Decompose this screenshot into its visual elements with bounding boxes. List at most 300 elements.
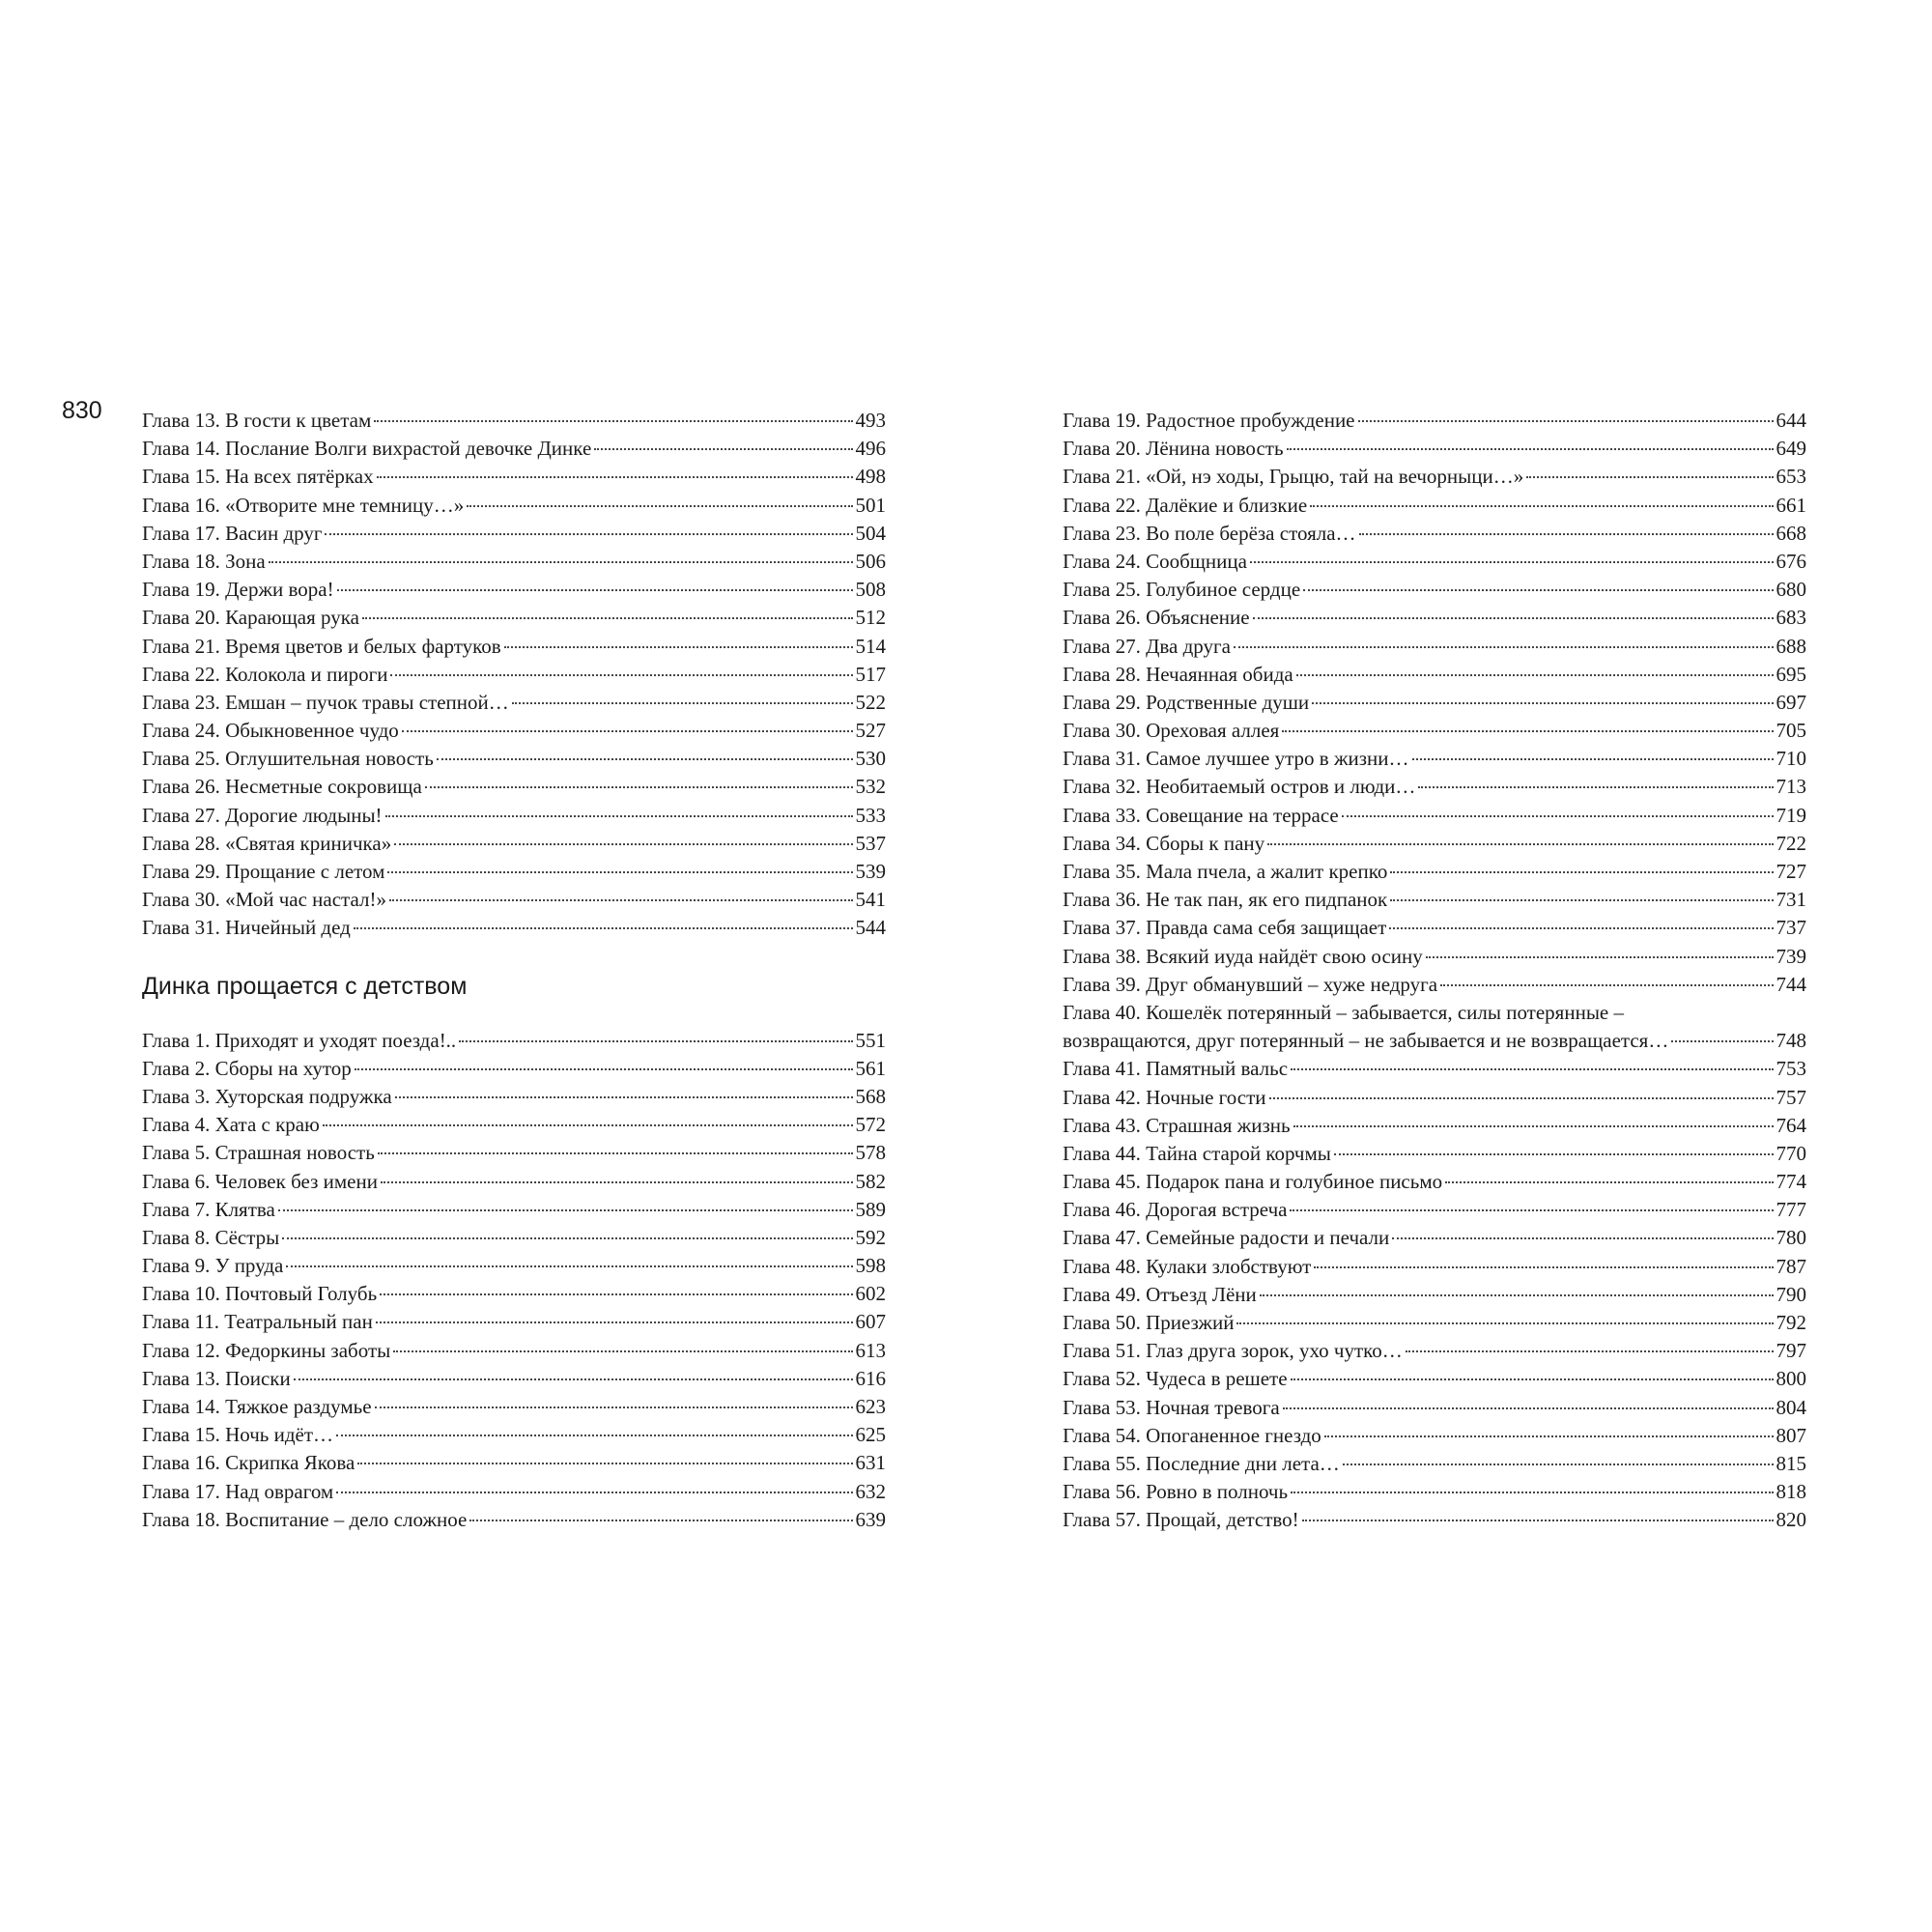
- toc-entry-title: Глава 56. Ровно в полночь: [1063, 1480, 1289, 1504]
- toc-entry-title: Глава 2. Сборы на хутор: [142, 1056, 352, 1080]
- toc-list: [142, 407, 886, 943]
- toc-entry[interactable]: [142, 548, 886, 576]
- toc-entry-page: 790: [1776, 1282, 1806, 1306]
- toc-entry-title: Глава 14. Послание Волги вихрастой девочке Динке: [142, 437, 592, 461]
- toc-entry-page: 537: [855, 831, 886, 855]
- toc-entry[interactable]: [142, 435, 886, 463]
- toc-entry-title: Глава 13. В гости к цветам: [142, 409, 372, 432]
- toc-entry-title: Глава 23. Во поле берёза стояла…: [1063, 521, 1356, 545]
- toc-entry[interactable]: [1063, 407, 1806, 435]
- toc-entry-title: Глава 18. Зона: [142, 549, 266, 573]
- toc-entry-title: Глава 36. Не так пан, як его пидпанок: [1063, 888, 1388, 912]
- toc-entry[interactable]: [142, 689, 886, 717]
- toc-entry[interactable]: [1063, 1224, 1806, 1252]
- toc-entry-page: 541: [855, 888, 886, 912]
- dot-leader: [380, 1293, 852, 1295]
- toc-entry-title: Глава 1. Приходят и уходят поезда!..: [142, 1028, 457, 1052]
- page-number: 830: [62, 397, 102, 424]
- dot-leader: [1314, 1265, 1773, 1268]
- dot-leader: [323, 1123, 853, 1126]
- toc-entry-page: 800: [1776, 1367, 1806, 1391]
- toc-entry-page: 632: [855, 1479, 886, 1503]
- toc-entry-page: 695: [1776, 662, 1806, 686]
- toc-entry[interactable]: [1063, 943, 1806, 971]
- dot-leader: [1342, 814, 1774, 817]
- toc-entry-title: Глава 15. Ночь идёт…: [142, 1423, 334, 1447]
- toc-entry-page: 770: [1776, 1141, 1806, 1165]
- dot-leader: [278, 1208, 853, 1211]
- toc-entry-title: Глава 15. На всех пятёрках: [142, 465, 374, 489]
- dot-leader: [1412, 757, 1774, 760]
- toc-entry-page: 512: [855, 606, 886, 630]
- toc-entry-page: 820: [1776, 1508, 1806, 1532]
- toc-entry-page: 722: [1776, 831, 1806, 855]
- toc-entry-title: Глава 35. Мала пчела, а жалит крепко: [1063, 860, 1388, 883]
- dot-leader: [1260, 1293, 1774, 1296]
- dot-leader: [1290, 1208, 1773, 1211]
- dot-leader: [1324, 1435, 1774, 1437]
- toc-entry-page: 572: [855, 1113, 886, 1137]
- toc-entry-title: Глава 34. Сборы к пану: [1063, 831, 1265, 855]
- toc-entry-page: 616: [855, 1366, 886, 1390]
- dot-leader: [336, 1434, 852, 1436]
- toc-entry-title: Глава 21. Время цветов и белых фартуков: [142, 634, 501, 658]
- dot-leader: [376, 1321, 853, 1323]
- toc-entry-title: Глава 29. Прощание с летом: [142, 860, 385, 883]
- dot-leader: [1253, 616, 1774, 619]
- toc-entry[interactable]: [1063, 1394, 1806, 1422]
- dot-leader: [1303, 588, 1773, 591]
- toc-entry[interactable]: [1063, 1253, 1806, 1281]
- toc-entry[interactable]: [1063, 773, 1806, 801]
- toc-entry-title: Глава 21. «Ой, нэ ходы, Грыцю, тай на вечорныци…»: [1063, 465, 1524, 489]
- toc-entry[interactable]: [1063, 633, 1806, 661]
- dot-leader: [354, 926, 853, 929]
- dot-leader: [393, 1350, 852, 1352]
- toc-entry-title-continued: [1063, 1027, 1806, 1055]
- toc-entry-title: Глава 10. Почтовый Голубь: [142, 1282, 378, 1306]
- toc-entry-page: 739: [1776, 944, 1806, 968]
- toc-entry-page: 653: [1776, 465, 1806, 489]
- dot-leader: [385, 814, 853, 817]
- dot-leader: [1293, 1124, 1774, 1127]
- toc-entry-title: Глава 12. Федоркины заботы: [142, 1338, 391, 1362]
- toc-entry-title: Глава 28. «Святая криничка»: [142, 831, 392, 855]
- dot-leader: [1358, 419, 1774, 422]
- toc-entry-title: Глава 31. Самое лучшее утро в жизни…: [1063, 747, 1409, 771]
- toc-entry-title: Глава 54. Опоганенное гнездо: [1063, 1423, 1321, 1447]
- toc-entry-page: 539: [855, 860, 886, 883]
- toc-entry[interactable]: [142, 604, 886, 632]
- dot-leader: [1334, 1152, 1774, 1155]
- toc-entry[interactable]: [1063, 661, 1806, 689]
- dot-leader: [1234, 645, 1774, 648]
- toc-entry[interactable]: [1063, 1506, 1806, 1534]
- dot-leader: [1312, 701, 1773, 704]
- toc-entry-page: 582: [855, 1169, 886, 1193]
- toc-entry[interactable]: [1063, 576, 1806, 604]
- toc-entry[interactable]: [1063, 830, 1806, 858]
- toc-entry-page: 530: [855, 747, 886, 771]
- toc-entry[interactable]: [1063, 492, 1806, 520]
- toc-entry-page: 753: [1776, 1057, 1806, 1081]
- toc-entry-title: Глава 22. Далёкие и близкие: [1063, 493, 1308, 517]
- toc-entry-page: 625: [855, 1423, 886, 1447]
- toc-entry-title: Глава 27. Два друга: [1063, 634, 1231, 658]
- toc-entry[interactable]: [142, 1365, 886, 1393]
- toc-entry[interactable]: [142, 492, 886, 520]
- toc-entry-title: Глава 50. Приезжий: [1063, 1311, 1235, 1335]
- dot-leader: [1302, 1519, 1774, 1521]
- dot-leader: [402, 729, 853, 732]
- dot-leader: [1287, 447, 1774, 450]
- dot-leader: [381, 1180, 853, 1183]
- dot-leader: [269, 560, 853, 563]
- toc-entry-title: Глава 43. Страшная жизнь: [1063, 1113, 1291, 1137]
- toc-entry-title: Глава 49. Отъезд Лёни: [1063, 1282, 1257, 1306]
- dot-leader: [594, 447, 852, 450]
- toc-entry-title: Глава 7. Клятва: [142, 1197, 275, 1221]
- toc-entry-page: 697: [1776, 690, 1806, 714]
- dot-leader: [395, 1095, 853, 1098]
- toc-entry-title: Глава 32. Необитаемый остров и люди…: [1063, 775, 1416, 799]
- toc-entry-title: Глава 25. Голубиное сердце: [1063, 578, 1301, 602]
- toc-entry-title: Глава 17. Над оврагом: [142, 1479, 334, 1503]
- toc-entry[interactable]: [1063, 1337, 1806, 1365]
- toc-entry[interactable]: [1063, 604, 1806, 632]
- toc-entry-page: 607: [855, 1310, 886, 1334]
- toc-entry-title: Глава 11. Театральный пан: [142, 1310, 373, 1334]
- toc-entry[interactable]: [1063, 1450, 1806, 1478]
- toc-entry[interactable]: [1063, 717, 1806, 745]
- toc-entry-title: Глава 19. Держи вора!: [142, 578, 334, 602]
- toc-entry-page: 676: [1776, 549, 1806, 573]
- dot-leader: [378, 1151, 853, 1154]
- toc-entry-page: 713: [1776, 775, 1806, 799]
- dot-leader: [1418, 785, 1773, 788]
- dot-leader: [1310, 504, 1773, 507]
- toc-list: [1063, 407, 1806, 999]
- toc-entry[interactable]: [142, 1027, 886, 1055]
- dot-leader: [1359, 532, 1774, 535]
- toc-entry-page: 623: [855, 1395, 886, 1418]
- toc-entry-page: 592: [855, 1225, 886, 1249]
- toc-entry[interactable]: [1063, 548, 1806, 576]
- toc-entry[interactable]: [142, 1393, 886, 1421]
- dot-leader: [1390, 870, 1773, 873]
- toc-entry[interactable]: [142, 1506, 886, 1534]
- dot-leader: [467, 504, 852, 507]
- dot-leader: [1671, 1039, 1773, 1042]
- toc-entry-title: Глава 20. Карающая рука: [142, 606, 359, 630]
- toc-entry[interactable]: [142, 858, 886, 886]
- toc-entry-page: 764: [1776, 1113, 1806, 1137]
- toc-entry-page: 737: [1776, 916, 1806, 940]
- toc-entry-page: 498: [855, 465, 886, 489]
- toc-entry[interactable]: [142, 407, 886, 435]
- toc-entry[interactable]: [1063, 802, 1806, 830]
- dot-leader: [1291, 1378, 1774, 1380]
- toc-entry-title: Глава 55. Последние дни лета…: [1063, 1451, 1340, 1475]
- toc-entry-title: Глава 13. Поиски: [142, 1366, 291, 1390]
- toc-entry[interactable]: [1063, 1365, 1806, 1393]
- toc-entry-page: 727: [1776, 860, 1806, 883]
- dot-leader: [504, 645, 853, 648]
- dot-leader: [425, 785, 853, 788]
- toc-entry[interactable]: [142, 1168, 886, 1196]
- toc-entry-page: 757: [1776, 1085, 1806, 1109]
- dot-leader: [1269, 1096, 1774, 1099]
- toc-entry[interactable]: [1063, 971, 1806, 999]
- toc-entry-title: Глава 48. Кулаки злобствуют: [1063, 1254, 1312, 1278]
- toc-entry-title: Глава 19. Радостное пробуждение: [1063, 409, 1355, 432]
- dot-leader: [1390, 898, 1773, 901]
- toc-entry[interactable]: [142, 520, 886, 548]
- dot-leader: [1296, 673, 1774, 676]
- toc-entry-page: 639: [855, 1507, 886, 1531]
- toc-entry-title: Глава 52. Чудеса в решете: [1063, 1367, 1288, 1391]
- toc-entry[interactable]: [1063, 858, 1806, 886]
- toc-entry[interactable]: [142, 802, 886, 830]
- toc-entry[interactable]: [1063, 1140, 1806, 1168]
- dot-leader: [377, 475, 853, 478]
- toc-entry-page: 644: [1776, 409, 1806, 432]
- dot-leader: [1426, 955, 1774, 958]
- toc-list: [142, 1027, 886, 1534]
- toc-entry-page: 777: [1776, 1198, 1806, 1222]
- dot-leader: [389, 898, 853, 901]
- toc-entry[interactable]: [1063, 1281, 1806, 1309]
- dot-leader: [282, 1236, 852, 1239]
- toc-entry-page: 710: [1776, 747, 1806, 771]
- toc-entry[interactable]: [142, 1224, 886, 1252]
- toc-entry-page: 561: [855, 1056, 886, 1080]
- toc-entry-title: Глава 51. Глаз друга зорок, ухо чутко…: [1063, 1339, 1403, 1363]
- toc-entry-title: Глава 23. Емшан – пучок травы степной…: [142, 690, 509, 714]
- toc-entry-title: Глава 39. Друг обманувший – хуже недруга: [1063, 972, 1438, 996]
- toc-entry[interactable]: [1063, 1055, 1806, 1083]
- toc-entry[interactable]: [142, 1421, 886, 1449]
- dot-leader: [459, 1039, 852, 1042]
- toc-entry-page: 804: [1776, 1395, 1806, 1419]
- toc-entry-title: Глава 24. Обыкновенное чудо: [142, 719, 399, 743]
- toc-entry-page: 780: [1776, 1226, 1806, 1250]
- toc-entry-title: Глава 18. Воспитание – дело сложное: [142, 1507, 468, 1531]
- dot-leader: [1406, 1350, 1774, 1352]
- toc-entry-title: Глава 17. Васин друг: [142, 521, 323, 545]
- toc-entry[interactable]: [1063, 520, 1806, 548]
- dot-leader: [355, 1067, 853, 1070]
- toc-entry[interactable]: [142, 1449, 886, 1477]
- toc-entry-page: 792: [1776, 1311, 1806, 1335]
- dot-leader: [1291, 1067, 1773, 1070]
- dot-leader: [336, 1491, 852, 1493]
- dot-leader: [512, 701, 853, 704]
- toc-entry-page: 688: [1776, 634, 1806, 658]
- toc-entry-title: Глава 9. У пруда: [142, 1254, 284, 1278]
- toc-entry-title: Глава 25. Оглушительная новость: [142, 747, 434, 771]
- toc-entry-title: Глава 46. Дорогая встреча: [1063, 1198, 1288, 1222]
- toc-entry-page: 504: [855, 521, 886, 545]
- dot-leader: [375, 1406, 853, 1408]
- toc-entry[interactable]: [142, 717, 886, 745]
- toc-entry-title: Глава 31. Ничейный дед: [142, 916, 351, 940]
- toc-entry[interactable]: [142, 1252, 886, 1280]
- toc-entry-title: Глава 5. Страшная новость: [142, 1141, 375, 1165]
- toc-entry[interactable]: [142, 1139, 886, 1167]
- toc-entry-page: 522: [855, 690, 886, 714]
- toc-entry-page: 748: [1776, 1029, 1806, 1053]
- toc-entry[interactable]: [142, 1055, 886, 1083]
- toc-entry-page: 533: [855, 803, 886, 827]
- toc-entry-title: Глава 3. Хуторская подружка: [142, 1084, 392, 1108]
- toc-entry-page: 493: [855, 409, 886, 432]
- dot-leader: [1291, 1491, 1773, 1493]
- toc-entry-page: 598: [855, 1254, 886, 1278]
- toc-entry[interactable]: [142, 886, 886, 914]
- toc-entry-title: Глава 14. Тяжкое раздумье: [142, 1395, 372, 1418]
- dot-leader: [337, 588, 853, 591]
- toc-entry[interactable]: [1063, 1309, 1806, 1337]
- dot-leader: [1440, 983, 1773, 986]
- toc-entry[interactable]: [1063, 1084, 1806, 1112]
- toc-entry-title: Глава 6. Человек без имени: [142, 1169, 378, 1193]
- toc-entry-page: 532: [855, 775, 886, 799]
- toc-entry[interactable]: [142, 914, 886, 942]
- dot-leader: [387, 870, 852, 873]
- toc-entry[interactable]: [142, 661, 886, 689]
- toc-entry-title: Глава 20. Лёнина новость: [1063, 437, 1284, 461]
- toc-entry[interactable]: [1063, 1196, 1806, 1224]
- dot-leader: [357, 1462, 852, 1464]
- dot-leader: [374, 419, 852, 422]
- toc-entry-title: Глава 44. Тайна старой корчмы: [1063, 1141, 1331, 1165]
- dot-leader: [1526, 475, 1773, 478]
- toc-entry[interactable]: [1063, 689, 1806, 717]
- dot-leader: [362, 616, 853, 619]
- toc-entry[interactable]: [142, 1478, 886, 1506]
- toc-entry[interactable]: [142, 1196, 886, 1224]
- toc-entry-title: Глава 24. Сообщница: [1063, 549, 1247, 573]
- toc-entry-page: 797: [1776, 1339, 1806, 1363]
- toc-entry-page: 517: [855, 662, 886, 686]
- toc-entry[interactable]: [1063, 914, 1806, 942]
- toc-entry[interactable]: [142, 745, 886, 773]
- toc-entry-page: 602: [855, 1282, 886, 1306]
- toc-entry-page: 774: [1776, 1170, 1806, 1194]
- toc-entry[interactable]: [1063, 745, 1806, 773]
- toc-entry-title: Глава 22. Колокола и пироги: [142, 662, 388, 686]
- toc-entry-page: 787: [1776, 1254, 1806, 1278]
- dot-leader: [437, 757, 853, 760]
- toc-entry-title: Глава 41. Памятный вальс: [1063, 1057, 1289, 1081]
- toc-entry-page: 705: [1776, 719, 1806, 743]
- toc-entry[interactable]: [142, 576, 886, 604]
- toc-entry-page: 501: [855, 493, 886, 517]
- toc-entry[interactable]: [142, 463, 886, 491]
- dot-leader: [1392, 1236, 1773, 1239]
- toc-entry-title: Глава 42. Ночные гости: [1063, 1085, 1266, 1109]
- toc-entry-title: Глава 45. Подарок пана и голубиное письмо: [1063, 1170, 1443, 1194]
- toc-entry[interactable]: [1063, 1478, 1806, 1506]
- dot-leader: [469, 1519, 852, 1521]
- dot-leader: [1343, 1463, 1774, 1465]
- toc-column-left: [142, 407, 886, 1534]
- toc-entry-title: Глава 26. Несметные сокровища: [142, 775, 422, 799]
- toc-entry-title: Глава 4. Хата с краю: [142, 1113, 320, 1137]
- toc-entry[interactable]: [1063, 1422, 1806, 1450]
- dot-leader: [1282, 729, 1773, 732]
- toc-entry[interactable]: [142, 633, 886, 661]
- dot-leader: [294, 1378, 853, 1380]
- dot-leader: [390, 673, 852, 676]
- toc-entry-title: возвращаются, друг потерянный – не забывается и не возвращается…: [1063, 1029, 1669, 1053]
- toc-list: [1063, 1055, 1806, 1534]
- toc-entry-title: Глава 47. Семейные радости и печали: [1063, 1226, 1390, 1250]
- toc-entry-page: 744: [1776, 972, 1806, 996]
- toc-entry-title: Глава 38. Всякий иуда найдёт свою осину: [1063, 944, 1423, 968]
- toc-entry-title: Глава 40. Кошелёк потерянный – забывается, силы потерянные –: [1063, 1000, 1624, 1024]
- dot-leader: [394, 842, 852, 845]
- toc-entry-title: Глава 16. Скрипка Якова: [142, 1451, 355, 1475]
- toc-entry[interactable]: [142, 773, 886, 801]
- toc-entry-page: 568: [855, 1084, 886, 1108]
- toc-entry-page: 631: [855, 1451, 886, 1475]
- toc-entry-page: 815: [1776, 1451, 1806, 1475]
- toc-entry[interactable]: [142, 1337, 886, 1365]
- section-heading: Динка прощается с детством: [142, 972, 468, 1000]
- toc-entry-page: 818: [1776, 1480, 1806, 1504]
- toc-entry[interactable]: [1063, 435, 1806, 463]
- toc-entry-page: 661: [1776, 493, 1806, 517]
- toc-entry-page: 668: [1776, 521, 1806, 545]
- dot-leader: [1389, 926, 1773, 929]
- toc-entry[interactable]: [142, 1308, 886, 1336]
- toc-entry-page: 496: [855, 437, 886, 461]
- toc-entry-page: 807: [1776, 1423, 1806, 1447]
- toc-entry-title: Глава 57. Прощай, детство!: [1063, 1508, 1299, 1532]
- toc-entry-page: 680: [1776, 578, 1806, 602]
- toc-entry-title: Глава 33. Совещание на террасе: [1063, 803, 1339, 827]
- toc-entry[interactable]: [1063, 886, 1806, 914]
- dot-leader: [325, 532, 852, 535]
- dot-leader: [286, 1264, 852, 1267]
- toc-entry-title: Глава 53. Ночная тревога: [1063, 1395, 1280, 1419]
- toc-entry[interactable]: [142, 1280, 886, 1308]
- toc-entry[interactable]: [1063, 999, 1806, 1055]
- toc-entry-title: Глава 27. Дорогие людыны!: [142, 803, 383, 827]
- toc-entry[interactable]: [1063, 1168, 1806, 1196]
- toc-entry[interactable]: [142, 830, 886, 858]
- toc-entry-title: Глава 30. Ореховая аллея: [1063, 719, 1280, 743]
- toc-entry-page: 506: [855, 549, 886, 573]
- toc-entry-page: 589: [855, 1197, 886, 1221]
- toc-entry-page: 508: [855, 578, 886, 602]
- toc-entry-page: 551: [855, 1028, 886, 1052]
- dot-leader: [1267, 842, 1773, 845]
- toc-entry[interactable]: [142, 1111, 886, 1139]
- toc-entry-page: 514: [855, 634, 886, 658]
- toc-entry[interactable]: [1063, 463, 1806, 491]
- toc-entry-title: Глава 30. «Мой час настал!»: [142, 888, 386, 912]
- toc-entry[interactable]: [142, 1083, 886, 1111]
- toc-entry-title: Глава 26. Объяснение: [1063, 606, 1250, 630]
- toc-column-right: [1063, 407, 1806, 1535]
- toc-entry-page: 527: [855, 719, 886, 743]
- dot-leader: [1283, 1406, 1774, 1409]
- dot-leader: [1445, 1180, 1773, 1183]
- toc-entry[interactable]: [1063, 1112, 1806, 1140]
